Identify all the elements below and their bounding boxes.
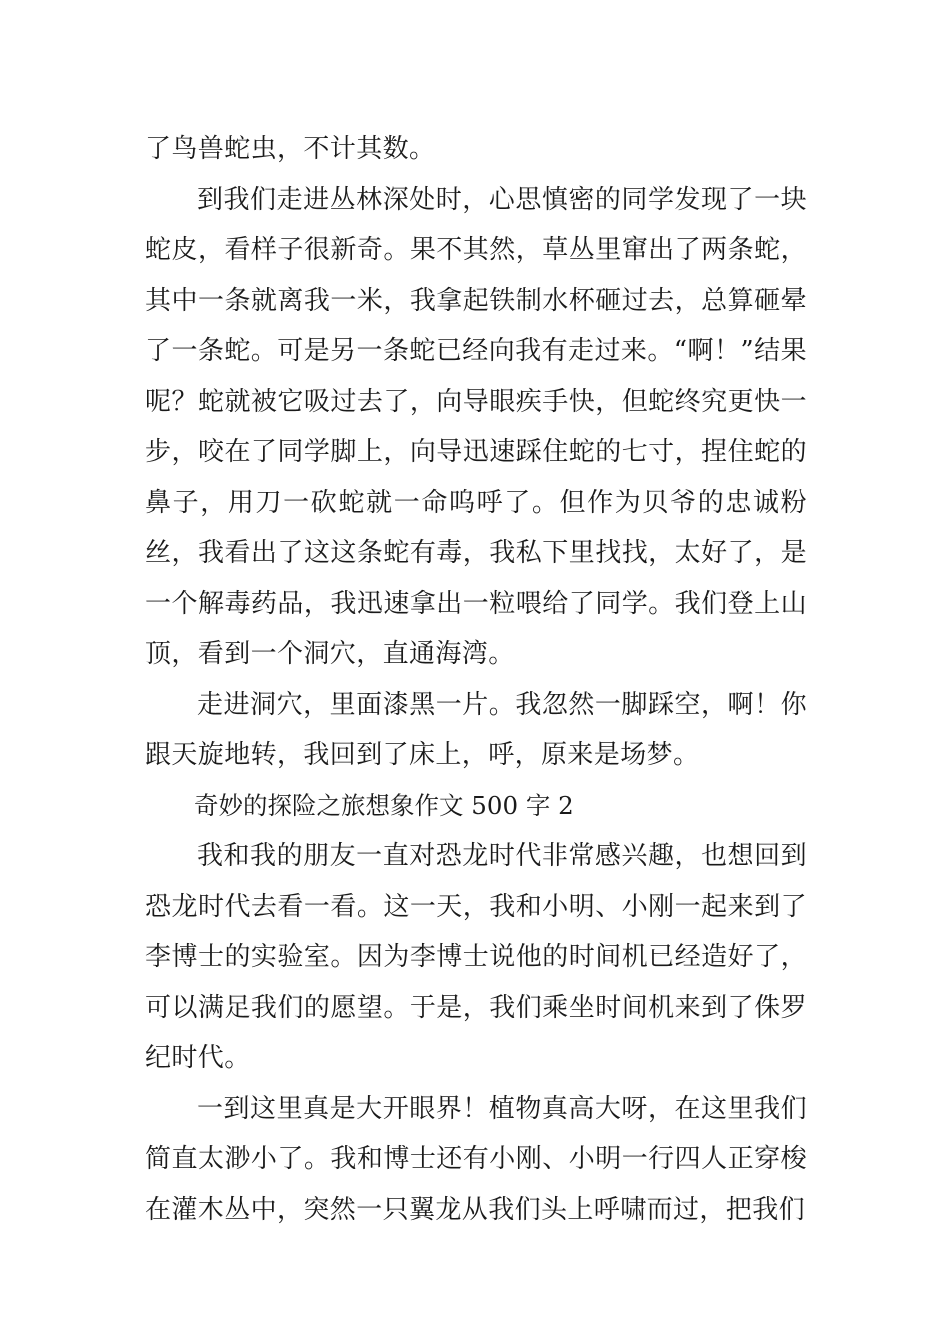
paragraph: 一到这里真是大开眼界！植物真高大呀，在这里我们简直太渺小了。我和博士还有小刚、小明一行四人正穿梭在灌木丛中，突然一只翼龙从我们头上呼啸而过，把我们: [145, 1093, 807, 1225]
paragraph: 我和我的朋友一直对恐龙时代非常感兴趣，也想回到恐龙时代去看一看。这一天，我和小明、小刚一起来到了李博士的实验室。因为李博士说他的时间机已经造好了，可以满足我们的愿望。于是，我们乘坐时间机来到了侏罗纪时代。: [145, 841, 807, 1073]
article-body: [145, 124, 807, 1235]
paragraph: 到我们走进丛林深处时，心思慎密的同学发现了一块蛇皮，看样子很新奇。果不其然，草丛里窜出了两条蛇，其中一条就离我一米，我拿起铁制水杯砸过去，总算砸晕了一条蛇。可是另一条蛇已经向我有走过来。“啊！”结果呢？蛇就被它吸过去了，向导眼疾手快，但蛇终究更快一步，咬在了同学脚上，向导迅速踩住蛇的七寸，捏住蛇的鼻子，用刀一砍蛇就一命呜呼了。但作为贝爷的忠诚粉丝，我看出了这这条蛇有毒，我私下里找找，太好了，是一个解毒药品，我迅速拿出一粒喂给了同学。我们登上山顶，看到一个洞穴，直通海湾。: [145, 184, 807, 669]
paragraph: 走进洞穴，里面漆黑一片。我忽然一脚踩空，啊！你跟天旋地转，我回到了床上，呼，原来是场梦。: [145, 689, 807, 770]
paragraph-continuation: 了鸟兽蛇虫，不计其数。: [145, 134, 436, 164]
section-heading: 奇妙的探险之旅想象作文 500 字 2: [194, 790, 574, 820]
